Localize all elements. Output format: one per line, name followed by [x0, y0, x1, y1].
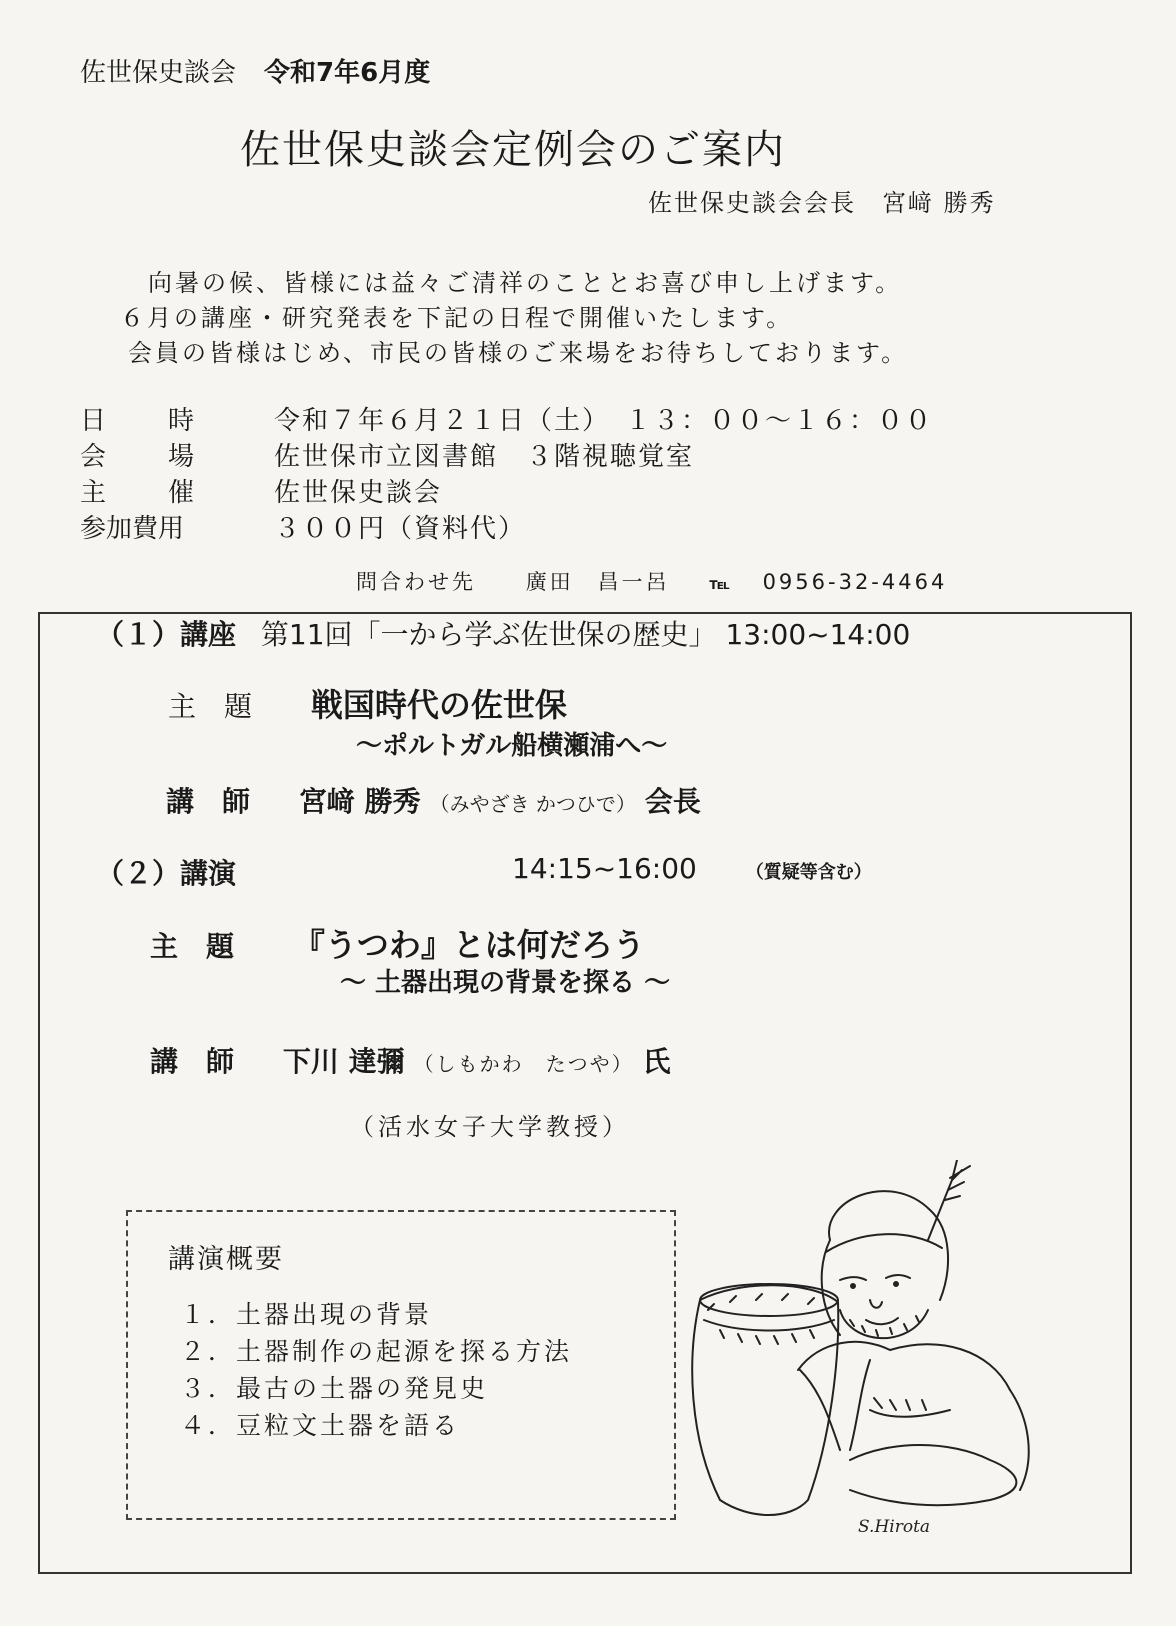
lecture1-speaker: 宮﨑 勝秀	[298, 785, 421, 818]
header-period: 令和7年6月度	[264, 58, 431, 88]
tel-icon: ℡	[709, 574, 733, 593]
summary-item: ３．最古の土器の発見史	[180, 1374, 489, 1403]
contact-line	[356, 566, 947, 596]
contact-name: 廣田 昌一呂	[525, 570, 670, 594]
potter-illustration	[690, 1160, 1090, 1540]
info-venue-row	[80, 436, 694, 473]
lecture1-speaker-row	[166, 780, 701, 820]
lecture2-note: （質疑等含む）	[745, 862, 872, 883]
lecture2-time-row	[512, 852, 872, 885]
lecture1-header	[96, 613, 910, 653]
illustration-signature: S.Hirota	[858, 1517, 931, 1537]
lecture2-speaker: 下川 達彌	[282, 1045, 405, 1078]
info-date-label: 日時	[80, 406, 257, 436]
lecture1-theme-row	[168, 680, 567, 726]
sender: 佐世保史談会会長 宮﨑 勝秀	[648, 189, 996, 217]
lecture1-speaker-title: 会長	[644, 785, 701, 818]
greeting-line-1: 向暑の候、皆様には益々ご清祥のこととお喜び申し上げます。	[148, 269, 903, 297]
summary-item: ２．土器制作の起源を探る方法	[180, 1337, 573, 1366]
info-host-value: 佐世保史談会	[274, 478, 443, 508]
lecture2-speaker-reading: （しもかわ たつや）	[413, 1052, 634, 1076]
lecture1-subtitle: ～ポルトガル船横瀬浦へ～	[356, 731, 668, 761]
contact-tel: 0956-32-4464	[762, 570, 948, 594]
summary-item: ４．豆粒文土器を語る	[180, 1411, 461, 1440]
page-title: 佐世保史談会定例会のご案内	[240, 127, 786, 173]
lecture2-subtitle: ～ 土器出現の背景を探る ～	[340, 968, 671, 998]
lecture2-theme: 『うつわ』とは何だろう	[292, 926, 645, 964]
lecture1-speaker-label: 講 師	[166, 785, 251, 818]
info-fee-value: ３００円（資料代）	[274, 514, 527, 544]
summary-title: 講演概要	[168, 1244, 284, 1275]
lecture2-time: 14:15~16:00	[512, 852, 697, 885]
info-venue-label: 会場	[80, 442, 257, 472]
info-fee-row	[80, 508, 526, 545]
info-host-row	[80, 472, 442, 509]
info-fee-label: 参加費用	[80, 514, 185, 544]
info-venue-value: 佐世保市立図書館 ３階視聴覚室	[274, 442, 695, 472]
lecture2-speaker-title: 氏	[642, 1045, 671, 1078]
lecture1-theme: 戦国時代の佐世保	[310, 686, 567, 724]
info-host-label: 主催	[80, 478, 257, 508]
lecture2-speaker-row	[150, 1040, 671, 1080]
info-date-row	[80, 400, 933, 437]
greeting-line-2: ６月の講座・研究発表を下記の日程で開催いたします。	[120, 304, 794, 332]
lecture2-theme-label: 主 題	[150, 930, 235, 963]
lecture1-series: 第11回「一から学ぶ佐世保の歴史」	[260, 618, 717, 651]
header-line	[80, 52, 430, 89]
lecture2-header	[96, 852, 236, 892]
lecture1-time: 13:00~14:00	[725, 618, 911, 651]
header-org: 佐世保史談会	[80, 58, 237, 88]
summary-item: １．土器出現の背景	[180, 1300, 433, 1329]
greeting-line-3: 会員の皆様はじめ、市民の皆様のご来場をお待ちしております。	[128, 339, 909, 367]
lecture1-theme-label: 主 題	[168, 690, 253, 723]
lecture2-heading: （２）講演	[96, 857, 237, 890]
contact-label: 問合わせ先	[356, 570, 476, 594]
lecture1-heading: （１）講座	[96, 618, 237, 651]
lecture2-theme-row	[150, 920, 645, 966]
lecture1-speaker-reading: （みやざき かつひで）	[429, 792, 636, 816]
lecture2-speaker-label: 講 師	[150, 1045, 235, 1078]
info-date-value: 令和７年６月２１日（土） １３：００～１６：００	[274, 406, 934, 436]
lecture2-affiliation: （活水女子大学教授）	[350, 1113, 630, 1141]
